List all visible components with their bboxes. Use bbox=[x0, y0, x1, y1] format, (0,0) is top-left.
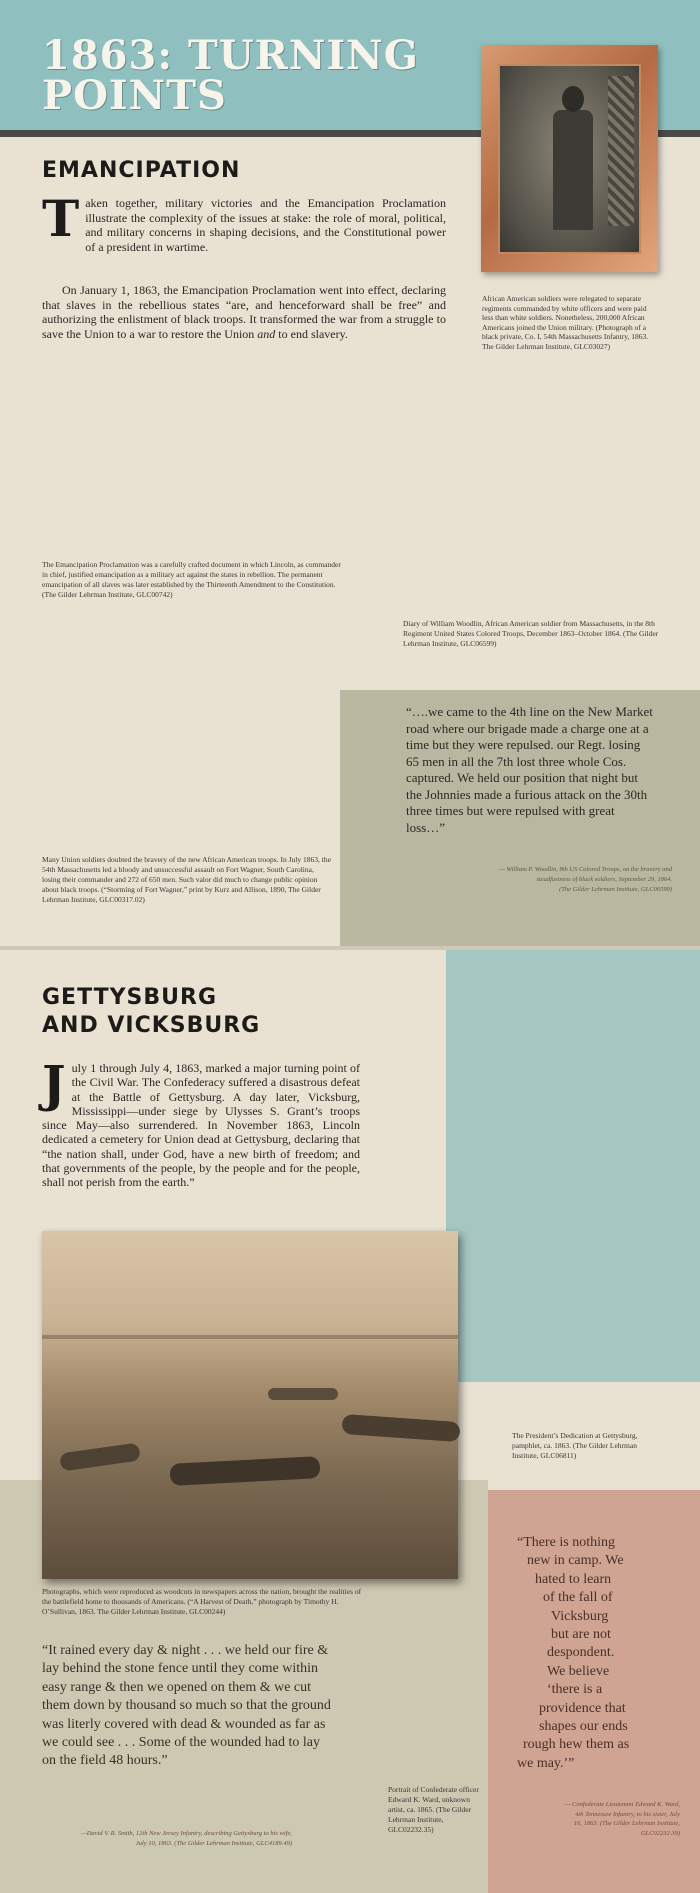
smith-quote: “It rained every day & night . . . we held our fire & lay behind the stone fence until they come within easy range & then we opened on them & we cut them down by thousand so much so that the ground was literly covered with dead & wounded as far as we could see . . . Some of the wounded had to lay on the field 48 hours.” bbox=[42, 1643, 331, 1769]
woodlin-quote-attribution: — William P. Woodlin, 8th US Colored Troops, on the bravery and steadfastness of black soldiers, September 29, 1864. (The Gilder Lehrman Institute, GLC06599) bbox=[499, 866, 672, 893]
soldier-photo-caption: African American soldiers were relegated to separate regiments commanded by white officers and were paid less than white soldiers. Nonetheless, 200,000 African Americans joined the Union military. (Photograph of a black private, Co. I, 54th Massachusetts Infantry, 1863. The Gilder Lehrman Institute, GLC03027) bbox=[482, 294, 649, 351]
fallen-soldier-figure bbox=[268, 1388, 338, 1400]
photo-horizon bbox=[42, 1335, 458, 1339]
harvest-of-death-caption: Photographs, which were reproduced as woodcuts in newspapers across the nation, brought the realities of the battlefield home to thousands of Americans. (“A Harvest of Death,” photograph by Timothy H. O’Sullivan, 1863. The Gilder Lehrman Institute, GLC00244) bbox=[42, 1587, 362, 1616]
emancipation-heading: EMANCIPATION bbox=[42, 158, 241, 183]
fort-wagner-caption: Many Union soldiers doubted the bravery of the new African American troops. In July 1863, the 54th Massachusetts led a bloody and unsuccessful assault on Fort Wagner, South Carolina, losing their commander and 272 of 650 men. Such valor did much to change public opinion about black troops. (“Storming of Fort Wagner,” print by Kurz and Allison, 1890, The Gilder Lehrman Institute, GLC00317.02) bbox=[42, 855, 331, 904]
battlefield-photo bbox=[42, 1231, 458, 1579]
ward-quote: “There is nothing new in camp. We hated to learn of the fall of Vicksburg but are not despondent. We believe ‘there is a providence that shapes our ends rough hew them as we may.’” bbox=[517, 1535, 630, 1771]
ward-quote-attribution: — Confederate Lieutenant Edward K. Ward, 4th Tennessee Infantry, to his sister, July 16, 1863. (The Gilder Lehrman Institute, GLC02232.39) bbox=[564, 1801, 680, 1837]
page-title: 1863: TURNING POINTS bbox=[42, 32, 419, 119]
gettysburg-paragraph: uly 1 through July 4, 1863, marked a major turning point of the Civil War. The Confederacy suffered a disastrous defeat at the Battle of Gettysburg. A day later, Vicksburg, Mississippi—under siege by Ulysses S. Grant’s troops since May—also surrendered. In November 1863, Lincoln dedicated a cemetery for Union dead at Gettysburg, declaring that “the nation shall, under God, have a new birth of freedom; and that governments of the people, by the people and for the people, shall not perish from the earth.” bbox=[42, 1061, 360, 1190]
woodlin-quote: “….we came to the 4th line on the New Market road where our brigade made a charge one at a time but they were repulsed. our Regt. losing 65 men in all the 7th lost three whole Cos. captured. We held our position that night but the Johnnies made a furious attack on the 30th three times but were repulsed with great loss…” bbox=[406, 704, 653, 835]
pamphlet-caption: The President’s Dedication at Gettysburg, pamphlet, ca. 1863. (The Gilder Lehrman Institute, GLC06811) bbox=[512, 1431, 638, 1460]
diary-caption: Diary of William Woodlin, African American soldier from Massachusetts, in the 8th Regiment United States Colored Troops, December 1863–October 1864. (The Gilder Lehrman Institute, GLC06599) bbox=[403, 619, 659, 648]
dropcap: T bbox=[42, 189, 80, 248]
dropcap: J bbox=[42, 1054, 66, 1113]
emancipation-paragraph-2: On January 1, 1863, the Emancipation Proclamation went into effect, declaring that slaves in the rebellious states “are, and henceforward shall be free” and authorizing the enlistment of black troops. It transformed the war from a struggle to save the Union to a war to restore the Union and to end slavery. bbox=[42, 283, 446, 341]
emancipation-paragraph-1: aken together, military victories and the Emancipation Proclamation illustrate the complexity of the issues at stake: the role of moral, political, and military concerns in shaping decisions, and the Constitutional power of a president in wartime. bbox=[85, 196, 446, 254]
emancipation-intro bbox=[42, 189, 446, 254]
photo-drapery bbox=[608, 76, 634, 226]
gettysburg-heading: GETTYSBURG AND VICKSBURG bbox=[42, 985, 261, 1038]
ward-portrait-caption: Portrait of Confederate officer Edward K. Ward, unknown artist, ca. 1865. (The Gilder Lehrman Institute, GLC02232.35) bbox=[388, 1785, 479, 1834]
soldier-head bbox=[562, 86, 584, 112]
blue-panel bbox=[446, 950, 700, 1382]
gettysburg-intro bbox=[42, 1054, 360, 1190]
proclamation-caption: The Emancipation Proclamation was a carefully crafted document in which Lincoln, as commander in chief, justified emancipation as a military act against the states in rebellion. The permanent emancipation of all slaves was later established by the Thirteenth Amendment to the Constitution. (The Gilder Lehrman Institute, GLC00742) bbox=[42, 560, 341, 599]
smith-quote-attribution: —David V. R. Smith, 12th New Jersey Infantry, describing Gettysburg to his wife, July 10, 1863. (The Gilder Lehrman Institute, GLC4189.49) bbox=[80, 1830, 292, 1847]
soldier-figure bbox=[553, 110, 593, 230]
